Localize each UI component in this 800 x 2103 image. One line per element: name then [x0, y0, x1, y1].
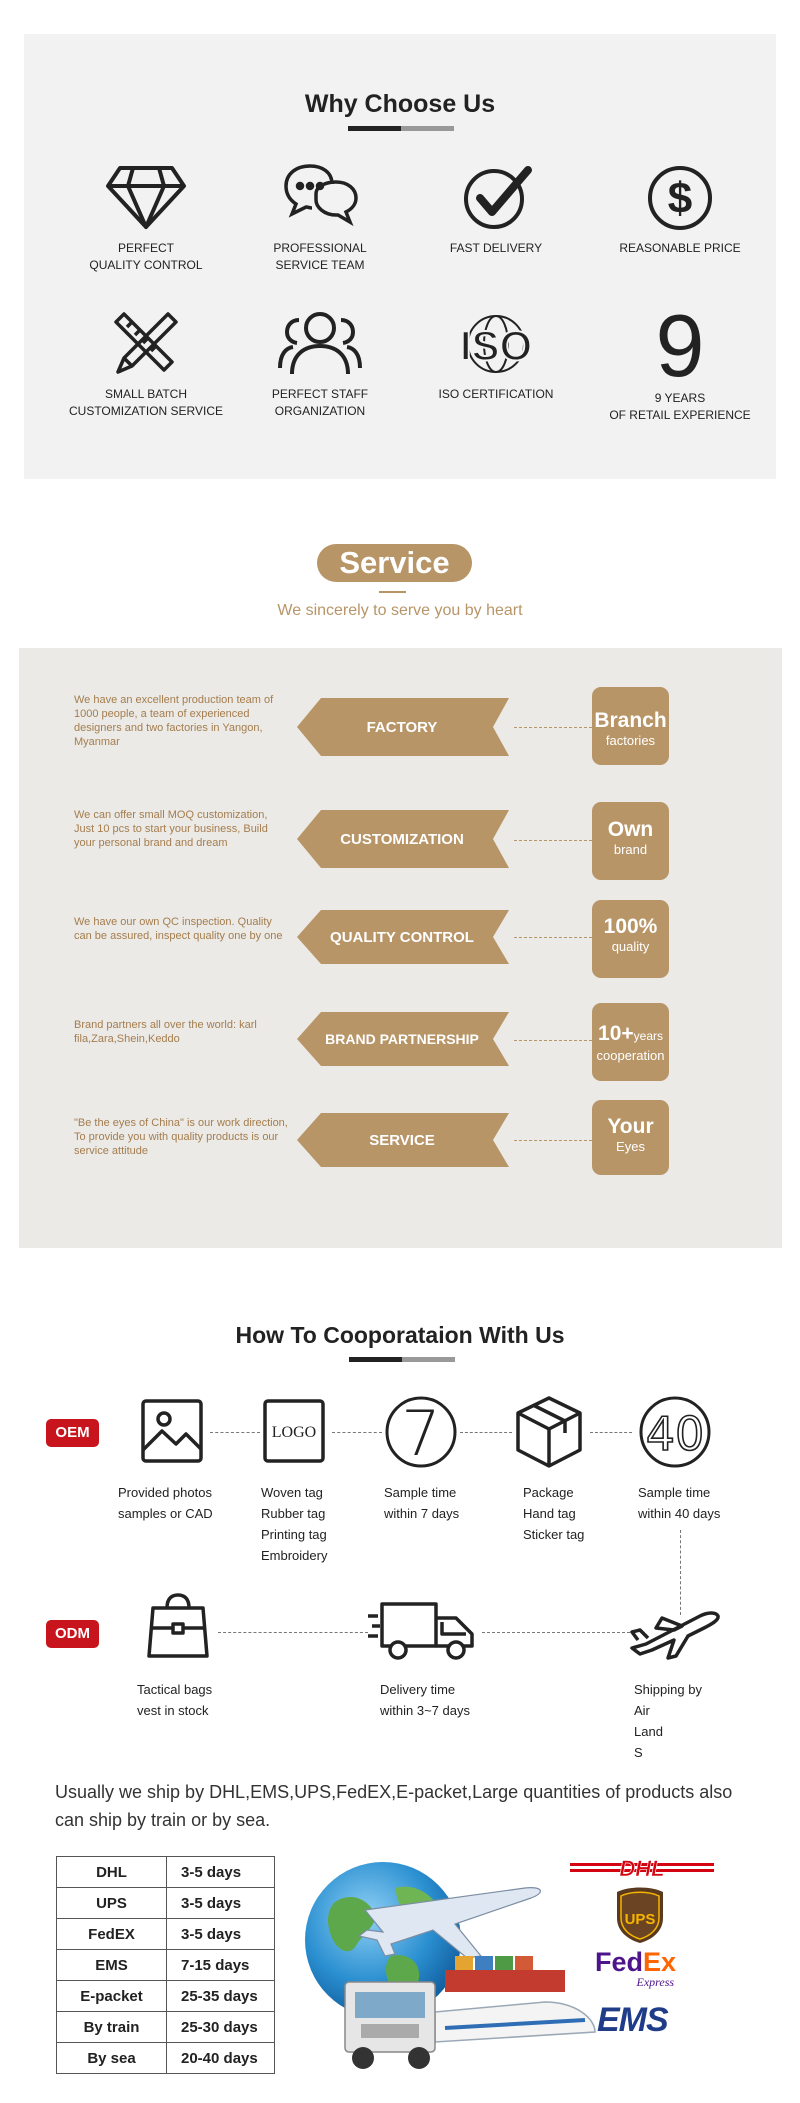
- fedex-logo: [595, 1948, 676, 1988]
- step-caption: Package Hand tag Sticker tag: [523, 1485, 585, 1542]
- badge-small: cooperation: [596, 1048, 665, 1063]
- service-badge: [592, 900, 669, 978]
- oem-connector: [590, 1432, 632, 1433]
- title-underline-grey: [401, 126, 454, 131]
- time-cell: 7-15 days: [167, 1950, 275, 1981]
- odm-tag: ODM: [46, 1620, 99, 1648]
- odm-step-delivery: [368, 1598, 478, 1718]
- dashed-connector: [514, 1140, 592, 1141]
- ups-text: UPS: [624, 1911, 656, 1928]
- carrier-cell: By sea: [57, 2043, 167, 2074]
- iso-globe-icon: [454, 310, 538, 376]
- feature-staff: [225, 310, 415, 420]
- oem-connector: [332, 1432, 382, 1433]
- logo-box-text: LOGO: [271, 1424, 317, 1441]
- checkmark-circle-icon: [456, 164, 536, 230]
- oem-odm-connector: [680, 1530, 681, 1615]
- oem-step-package: [515, 1395, 585, 1542]
- time-cell: 25-30 days: [167, 2012, 275, 2043]
- why-choose-us-section: [24, 34, 776, 479]
- service-desc: We can offer small MOQ customization, Just 10 pcs to start your business, Build your personal brand and dream: [74, 809, 268, 849]
- step-caption: Sample time within 40 days: [638, 1485, 721, 1521]
- oem-step-sample40: [638, 1395, 721, 1521]
- fedex-ex: Ex: [643, 1947, 677, 1977]
- badge-big-suffix: years: [633, 1029, 663, 1043]
- forty-circle-icon: [638, 1395, 712, 1469]
- feature-fast-delivery: [401, 164, 591, 257]
- package-icon: [515, 1395, 583, 1469]
- time-cell: 20-40 days: [167, 2043, 275, 2074]
- feature-reasonable-price: [585, 164, 775, 257]
- service-label: CUSTOMIZATION: [340, 831, 464, 848]
- table-row: [57, 1919, 275, 1950]
- service-badge: [592, 687, 669, 765]
- feature-label: REASONABLE PRICE: [619, 241, 741, 255]
- badge-big: [592, 1022, 669, 1048]
- ems-logo: EMS: [597, 2001, 668, 2039]
- feature-label: ISO CERTIFICATION: [438, 387, 554, 401]
- service-desc: We have our own QC inspection. Quality can be assured, inspect quality one by one: [74, 916, 283, 942]
- truck-wheel: [352, 2047, 374, 2069]
- diamond-icon: [106, 164, 186, 230]
- why-title: Why Choose Us: [304, 90, 496, 118]
- shipping-illustration: [295, 1852, 605, 2082]
- odm-step-shipping: [628, 1604, 720, 1760]
- table-row: [57, 1981, 275, 2012]
- badge-small: Eyes: [616, 1139, 645, 1154]
- ship-containers: [475, 1956, 493, 1970]
- carrier-cell: E-packet: [57, 1981, 167, 2012]
- service-desc: "Be the eyes of China" is our work direction, To provide you with quality products is our service attitude: [74, 1117, 288, 1157]
- oem-connector: [210, 1432, 260, 1433]
- airplane-icon: [628, 1604, 720, 1660]
- table-row: [57, 1857, 275, 1888]
- odm-connector: [218, 1632, 368, 1633]
- fedex-fed: Fed: [595, 1947, 644, 1977]
- nine-text: 9: [655, 296, 705, 395]
- odm-connector: [482, 1632, 630, 1633]
- badge-big-number: 10+: [598, 1022, 634, 1045]
- chat-bubbles-icon: [280, 164, 360, 230]
- step-caption: Delivery time within 3~7 days: [380, 1682, 470, 1718]
- carrier-cell: EMS: [57, 1950, 167, 1981]
- service-desc: Brand partners all over the world: karl fila,Zara,Shein,Keddo: [74, 1019, 257, 1045]
- carrier-cell: FedEX: [57, 1919, 167, 1950]
- step-caption: Sample time within 7 days: [384, 1485, 460, 1521]
- table-row: [57, 2043, 275, 2074]
- title-underline-grey: [402, 1357, 455, 1362]
- delivery-truck-icon: [368, 1598, 478, 1664]
- service-desc: We have an excellent production team of 1000 people, a team of experienced designers and two factories in Yangon, Myanmar: [74, 694, 274, 748]
- service-label: FACTORY: [366, 719, 438, 736]
- feature-label: 9 YEARS OF RETAIL EXPERIENCE: [609, 391, 751, 422]
- table-row: [57, 2012, 275, 2043]
- time-cell: 3-5 days: [167, 1888, 275, 1919]
- badge-small: brand: [613, 842, 648, 857]
- feature-label: SMALL BATCH CUSTOMIZATION SERVICE: [68, 387, 224, 418]
- cooperation-title: How To Cooporataion With Us: [235, 1322, 565, 1348]
- ship-containers: [495, 1956, 513, 1970]
- service-badge: [592, 802, 669, 880]
- badge-small: factories: [605, 733, 656, 748]
- service-badge: [592, 1100, 669, 1175]
- svg-text:$: $: [667, 174, 693, 223]
- feature-small-batch: [51, 310, 241, 420]
- image-icon: [140, 1398, 204, 1464]
- number-nine-icon: [640, 296, 720, 395]
- seven-text: 7: [401, 1397, 441, 1470]
- service-subtitle: We sincerely to serve you by heart: [277, 602, 523, 619]
- feature-label: PROFESSIONAL SERVICE TEAM: [273, 241, 367, 272]
- step-caption: Woven tag Rubber tag Printing tag Embroidery: [261, 1485, 328, 1563]
- time-cell: 25-35 days: [167, 1981, 275, 2012]
- carrier-cell: UPS: [57, 1888, 167, 1919]
- dashed-connector: [514, 727, 592, 728]
- dollar-circle-icon: [640, 164, 720, 230]
- logo-box-icon: [262, 1398, 326, 1464]
- dhl-text: DHL: [619, 1856, 665, 1881]
- service-label: SERVICE: [369, 1132, 435, 1149]
- dashed-connector: [514, 1040, 592, 1041]
- badge-big: Own: [607, 818, 654, 841]
- feature-nine-years: [585, 296, 775, 424]
- feature-label: PERFECT STAFF ORGANIZATION: [271, 387, 369, 418]
- title-underline-dark: [349, 1357, 402, 1362]
- step-caption: Provided photos samples or CAD: [118, 1485, 213, 1521]
- step-caption: Tactical bags vest in stock: [137, 1682, 213, 1718]
- service-panel: [19, 648, 782, 1248]
- badge-big: 100%: [603, 915, 658, 938]
- shipping-text: Usually we ship by DHL,EMS,UPS,FedEX,E-packet,Large quantities of products also can ship by train or by sea.: [55, 1782, 733, 1830]
- oem-step-logo: [261, 1398, 328, 1563]
- shipping-table: [56, 1856, 275, 2074]
- truck-windshield: [355, 1992, 425, 2018]
- table-row: [57, 1888, 275, 1919]
- odm-step-bags: [137, 1592, 213, 1718]
- carrier-cell: DHL: [57, 1857, 167, 1888]
- truck-grille: [361, 2024, 419, 2038]
- service-title-underline: [379, 591, 406, 593]
- people-icon: [277, 310, 363, 376]
- pencil-ruler-icon: [106, 310, 186, 376]
- step-caption: Shipping by Air Land S: [634, 1682, 702, 1760]
- service-label: BRAND PARTNERSHIP: [325, 1031, 479, 1047]
- dashed-connector: [514, 937, 592, 938]
- oem-step-photos: [118, 1398, 213, 1521]
- fedex-sub: Express: [636, 1975, 675, 1989]
- ship-containers: [515, 1956, 533, 1970]
- ups-logo: [615, 1886, 665, 1944]
- time-cell: 3-5 days: [167, 1919, 275, 1950]
- feature-label: PERFECT QUALITY CONTROL: [89, 241, 203, 272]
- handbag-icon: [145, 1592, 211, 1660]
- forty-text: 40: [645, 1407, 705, 1461]
- iso-text: ISO: [459, 322, 533, 369]
- badge-small: quality: [611, 939, 650, 954]
- time-cell: 3-5 days: [167, 1857, 275, 1888]
- oem-step-sample7: [384, 1395, 460, 1521]
- feature-iso: [401, 310, 591, 403]
- ship-containers: [455, 1956, 473, 1970]
- truck-wheel: [408, 2047, 430, 2069]
- ship-icon: [445, 1970, 565, 1992]
- oem-connector: [460, 1432, 512, 1433]
- feature-service-team: [225, 164, 415, 274]
- carrier-cell: By train: [57, 2012, 167, 2043]
- oem-tag: OEM: [46, 1419, 99, 1447]
- service-badge: [592, 1003, 669, 1081]
- service-label: QUALITY CONTROL: [330, 929, 474, 946]
- feature-quality-control: [51, 164, 241, 274]
- title-underline-dark: [348, 126, 401, 131]
- table-row: [57, 1950, 275, 1981]
- badge-big: Branch: [594, 709, 667, 732]
- service-title: Service: [317, 544, 472, 582]
- dashed-connector: [514, 840, 592, 841]
- dhl-logo: [570, 1857, 714, 1879]
- feature-label: FAST DELIVERY: [449, 241, 543, 255]
- seven-circle-icon: [384, 1395, 458, 1469]
- badge-big: Your: [607, 1115, 654, 1138]
